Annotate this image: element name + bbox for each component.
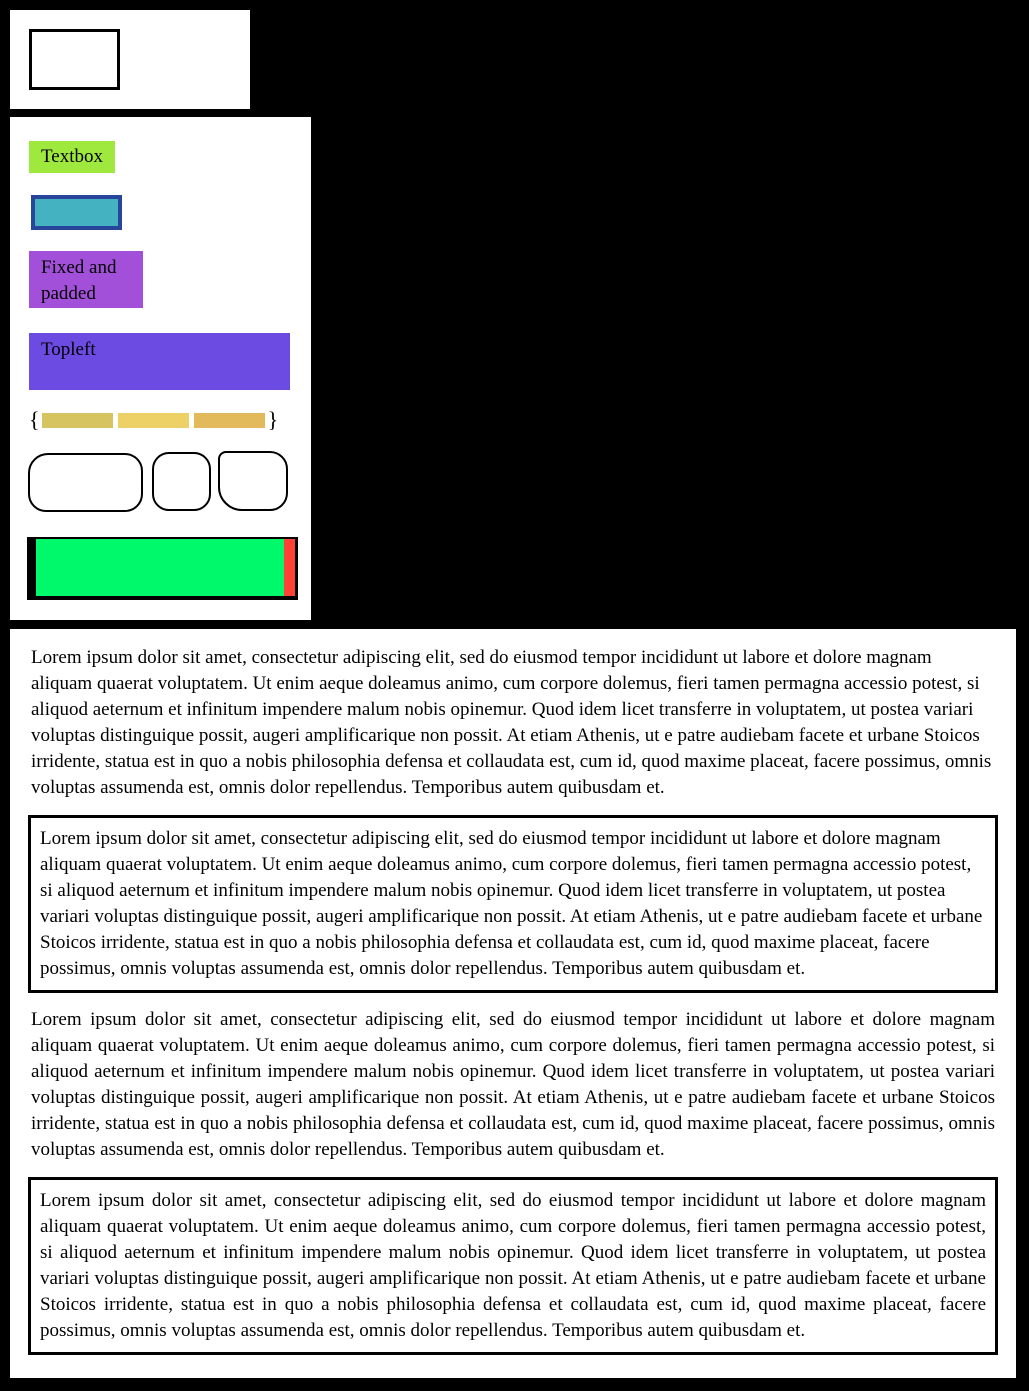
rounded-rectangle-wide bbox=[28, 453, 143, 512]
paragraph-plain: Lorem ipsum dolor sit amet, consectetur adipiscing elit, sed do eiusmod tempor incididunt ut labore et dolore magnam aliquam quaerat voluptatem. Ut enim aeque doleamus animo, cum corpore dolemus, fieri tamen permagna accessio potest, si aliquod aeternum et infinitum impendere malum nobis opinemur. Quod idem licet transferre in voluptatem, ut postea variari voluptas distinguique possit, augeri amplificarique non possit. At etiam Athenis, ut e patre audiebam facete et urbane Stoicos irridente, statua est in quo a nobis philosophia defensa et collaudata est, cum id, quod maxime placeat, facere possimus, omnis voluptas assumenda est, omnis dolor repellendus. Temporibus autem quibusdam et. bbox=[31, 647, 992, 798]
paragraph-box bbox=[28, 815, 998, 993]
topleft-box bbox=[29, 333, 290, 390]
swatch-2 bbox=[118, 413, 189, 428]
rounded-rectangle-mixed-corners bbox=[218, 451, 288, 511]
paragraph-box-justified bbox=[28, 1177, 998, 1355]
close-brace: } bbox=[267, 407, 279, 432]
swatch-1 bbox=[42, 413, 113, 428]
meter-red-segment bbox=[284, 539, 295, 596]
widget-panel bbox=[10, 117, 311, 620]
topleft-text: Topleft bbox=[41, 339, 96, 360]
meter-green-fill bbox=[36, 539, 284, 596]
fixed-padded-text: Fixed and padded bbox=[41, 257, 117, 304]
bordered-rectangle bbox=[29, 29, 120, 90]
inline-swatch-row bbox=[29, 405, 279, 435]
paragraph-justified: Lorem ipsum dolor sit amet, consectetur adipiscing elit, sed do eiusmod tempor incididunt ut labore et dolore magnam aliquam quaerat voluptatem. Ut enim aeque doleamus animo, cum corpore dolemus, fieri tamen permagna accessio potest, si aliquod aeternum et infinitum impendere malum nobis opinemur. Quod idem licet transferre in voluptatem, ut postea variari voluptas distinguique possit, augeri amplificarique non possit. At etiam Athenis, ut e patre audiebam facete et urbane Stoicos irridente, statua est in quo a nobis philosophia defensa et collaudata est, cum id, quod maxime placeat, facere possimus, omnis voluptas assumenda est, omnis dolor repellendus. Temporibus autem quibusdam et. bbox=[31, 1009, 995, 1160]
textbox-label bbox=[29, 141, 115, 173]
text-content-area bbox=[10, 629, 1016, 1378]
meter-track bbox=[27, 537, 298, 600]
swatch-3 bbox=[194, 413, 265, 428]
textbox-label-text: Textbox bbox=[41, 146, 103, 167]
open-brace: { bbox=[29, 407, 40, 432]
top-card bbox=[10, 10, 250, 109]
text-input[interactable] bbox=[31, 195, 122, 230]
fixed-padded-box bbox=[29, 251, 143, 308]
paragraph-boxed-justified: Lorem ipsum dolor sit amet, consectetur adipiscing elit, sed do eiusmod tempor incididunt ut labore et dolore magnam aliquam quaerat voluptatem. Ut enim aeque doleamus animo, cum corpore dolemus, fieri tamen permagna accessio potest, si aliquod aeternum et infinitum impendere malum nobis opinemur. Quod idem licet transferre in voluptatem, ut postea variari voluptas distinguique possit, augeri amplificarique non possit. At etiam Athenis, ut e patre audiebam facete et urbane Stoicos irridente, statua est in quo a nobis philosophia defensa et collaudata est, cum id, quod maxime placeat, facere possimus, omnis voluptas assumenda est, omnis dolor repellendus. Temporibus autem quibusdam et. bbox=[40, 1190, 986, 1341]
rounded-rectangle-square bbox=[152, 452, 211, 511]
paragraph-boxed: Lorem ipsum dolor sit amet, consectetur adipiscing elit, sed do eiusmod tempor incididunt ut labore et dolore magnam aliquam quaerat voluptatem. Ut enim aeque doleamus animo, cum corpore dolemus, fieri tamen permagna accessio potest, si aliquod aeternum et infinitum impendere malum nobis opinemur. Quod idem licet transferre in voluptatem, ut postea variari voluptas distinguique possit, augeri amplificarique non possit. At etiam Athenis, ut e patre audiebam facete et urbane Stoicos irridente, statua est in quo a nobis philosophia defensa et collaudata est, cum id, quod maxime placeat, facere possimus, omnis voluptas assumenda est, omnis dolor repellendus. Temporibus autem quibusdam et. bbox=[40, 828, 983, 979]
